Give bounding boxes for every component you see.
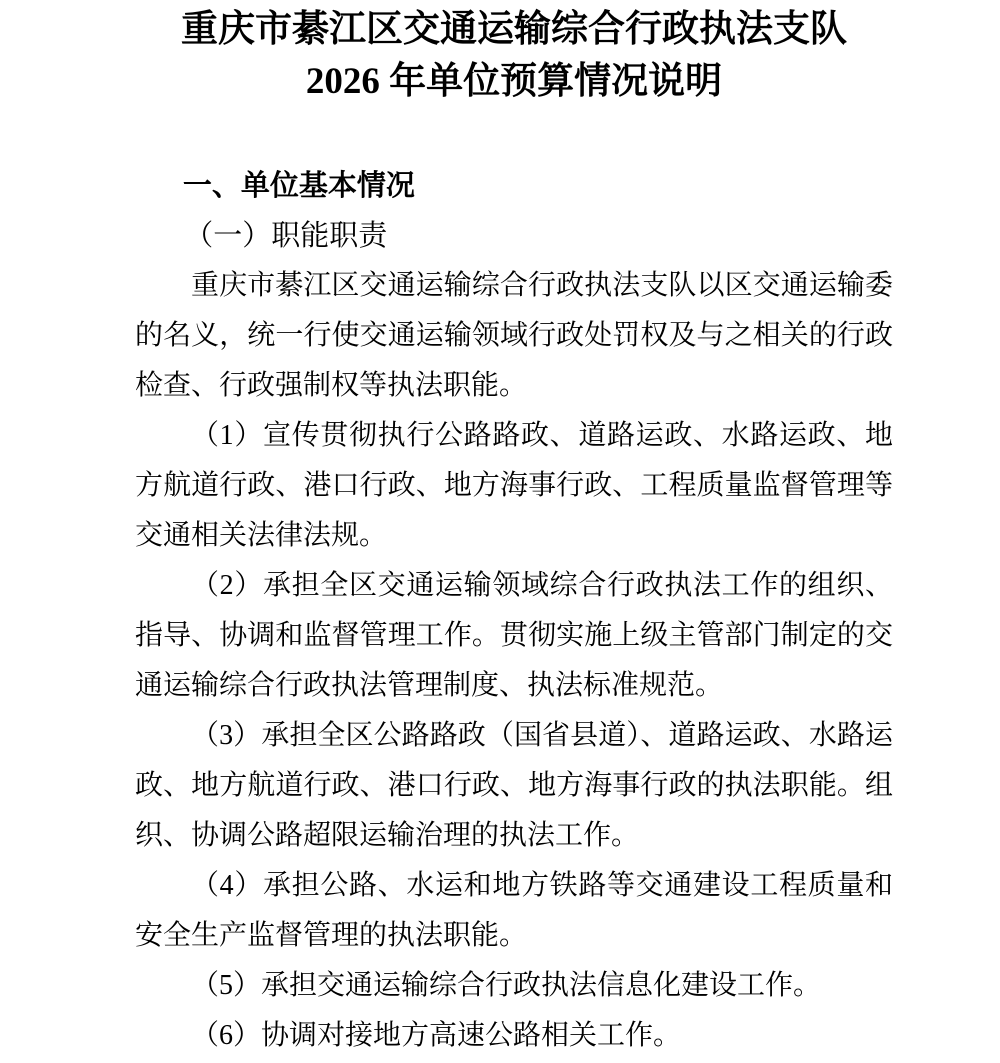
paragraph-intro: 重庆市綦江区交通运输综合行政执法支队以区交通运输委的名义，统一行使交通运输领域行政处罚权及与之相关的行政检查、行政强制权等执法职能。: [135, 270, 893, 401]
document-body: [135, 161, 893, 1061]
paragraph-duty-5: （5）承担交通运输综合行政执法信息化建设工作。: [191, 970, 822, 1001]
subsection-heading-duties: （一）职能职责: [184, 220, 388, 252]
paragraph-duty-3: （3）承担全区公路路政（国省县道）、道路运政、水路运政、地方航道行政、港口行政、地方海事行政的执法职能。组织、协调公路超限运输治理的执法工作。: [135, 720, 893, 851]
title-line-2: 2026 年单位预算情况说明: [305, 61, 723, 102]
paragraph-duty-2: （2）承担全区交通运输领域综合行政执法工作的组织、指导、协调和监督管理工作。贯彻实施上级主管部门制定的交通运输综合行政执法管理制度、执法标准规范。: [135, 570, 893, 701]
document-title: [105, 4, 923, 108]
paragraph-duty-6: （6）协调对接地方高速公路相关工作。: [191, 1020, 682, 1051]
title-line-1: 重庆市綦江区交通运输综合行政执法支队: [181, 9, 847, 50]
paragraph-duty-4: （4）承担公路、水运和地方铁路等交通建设工程质量和安全生产监督管理的执法职能。: [135, 870, 893, 951]
paragraph-duty-1: （1）宣传贯彻执行公路路政、道路运政、水路运政、地方航道行政、港口行政、地方海事行政、工程质量监督管理等交通相关法律法规。: [135, 420, 893, 551]
section-heading-unit-basic-info: 一、单位基本情况: [182, 170, 415, 202]
